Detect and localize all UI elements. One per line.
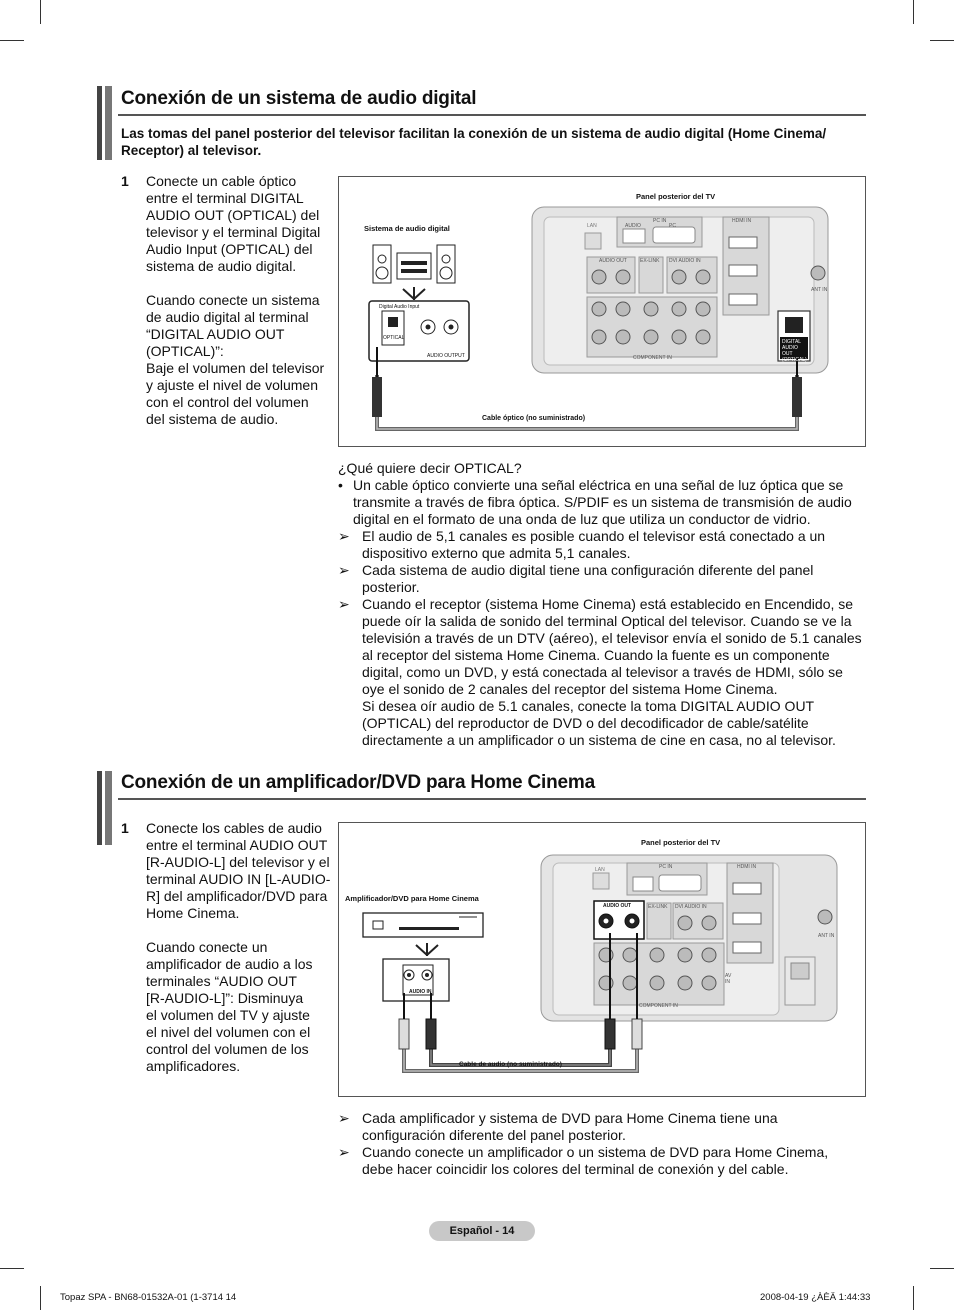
section-rule (118, 798, 866, 800)
crop-mark (0, 1268, 24, 1269)
device-label: Amplificador/DVD para Home Cinema (345, 894, 479, 903)
panel-label: Panel posterior del TV (641, 838, 721, 847)
bullet-item (338, 477, 868, 528)
note-text: Cuando conecte un amplificador o un sistema de DVD para Home Cinema, debe hacer coincidir los colores del terminal de conexión y del cable. (362, 1144, 829, 1177)
note-item (338, 1110, 863, 1144)
arrow-icon: ➢ (338, 562, 350, 578)
device-label: Sistema de audio digital (364, 224, 450, 233)
crop-mark (40, 0, 41, 24)
cable-label: Cable de audio (no suministrado) (459, 1061, 562, 1068)
lan-label: LAN (595, 867, 605, 873)
device-port-sub: OPTICAL (383, 335, 405, 341)
note-text: El audio de 5,1 canales es posible cuando el televisor está conectado a un dispositivo externo que admita 5,1 canales. (362, 528, 826, 561)
footer-right-info: 2008-04-19 ¿ÀÈÄ 1:44:33 (760, 1292, 871, 1303)
audio-label: AUDIO (625, 223, 641, 229)
note-item (338, 562, 868, 596)
footer-left-info: Topaz SPA - BN68-01532A-01 (1-3714 14 (60, 1292, 237, 1303)
crop-mark (913, 0, 914, 24)
bullet-icon: • (338, 477, 343, 493)
audio-out-label: AUDIO OUT (599, 258, 627, 264)
ant-in-label: ANT IN (811, 287, 828, 293)
section-intro: Las tomas del panel posterior del televisor facilitan la conexión de un sistema de audio digital (Home Cinema/ Receptor) al televisor. (121, 126, 827, 158)
audio-in-label: AUDIO IN (409, 989, 432, 995)
audio-out-label: AUDIO OUT (603, 903, 632, 909)
section-marker (97, 86, 102, 160)
crop-mark (913, 1286, 914, 1310)
step-text: Conecte los cables de audio entre el terminal AUDIO OUT [R-AUDIO-L] del televisor y el terminal AUDIO IN [L-AUDIO- R] del amplificador/DVD para Home Cinema. Cuando conecte un amplificador de audio a los terminales “AUDIO OUT [R-AUDIO-L]”: Disminuya el volumen del TV y ajuste el nivel del volumen con el control del volumen de los amplificadores. (146, 820, 331, 1074)
ex-link-label: EX-LINK (648, 904, 668, 910)
notes-block (338, 460, 868, 749)
note-item (338, 596, 868, 749)
note-item (338, 1144, 863, 1178)
dvi-label: DVI AUDIO IN (675, 904, 707, 910)
pc-label: PC (669, 223, 676, 229)
arrow-icon: ➢ (338, 1144, 350, 1160)
pc-in-label: PC IN (653, 218, 667, 224)
diagram-drawing (339, 823, 865, 1096)
component-label: COMPONENT IN (633, 355, 672, 361)
section-marker (105, 86, 112, 160)
arrow-icon: ➢ (338, 528, 350, 544)
panel-label: Panel posterior del TV (636, 192, 716, 201)
section-title: Conexión de un amplificador/DVD para Home Cinema (121, 772, 595, 793)
connection-diagram (338, 176, 866, 447)
dvi-label: DVI AUDIO IN (669, 258, 701, 264)
crop-mark (930, 1268, 954, 1269)
page-number-badge: Español - 14 (429, 1221, 535, 1241)
note-text: Cada amplificador y sistema de DVD para Home Cinema tiene una configuración diferente del panel posterior. (362, 1110, 778, 1143)
notes-heading: ¿Qué quiere decir OPTICAL? (338, 460, 522, 476)
connection-diagram (338, 822, 866, 1097)
section-rule (118, 114, 866, 116)
crop-mark (0, 40, 24, 41)
optical-port-label: DIGITAL AUDIO OUT (OPTICAL) (782, 339, 807, 363)
lan-label: LAN (587, 223, 597, 229)
crop-mark (930, 40, 954, 41)
step-number: 1 (121, 820, 129, 836)
cable-label: Cable óptico (no suministrado) (482, 415, 586, 422)
note-item (338, 528, 868, 562)
step-number: 1 (121, 173, 129, 189)
hdmi-in-label: HDMI IN (732, 218, 752, 224)
pc-in-label: PC IN (659, 864, 673, 870)
crop-mark (40, 1286, 41, 1310)
arrow-icon: ➢ (338, 1110, 350, 1126)
ex-link-label: EX-LINK (640, 258, 660, 264)
arrow-icon: ➢ (338, 596, 350, 612)
av-in-label: AV IN (725, 973, 732, 985)
device-port-label: Digital Audio Input (379, 304, 420, 310)
bullet-text: Un cable óptico convierte una señal eléctrica en una señal de luz óptica que se transmite a través de fibra óptica. S/PDIF es un sistema de transmisión de audio digital en el formato de una onda de luz que utiliza un conductor de vidrio. (353, 477, 852, 527)
ant-in-label: ANT IN (818, 933, 835, 939)
note-text: Cada sistema de audio digital tiene una configuración diferente del panel posterior. (362, 562, 814, 595)
component-label: COMPONENT IN (639, 1003, 678, 1009)
hdmi-in-label: HDMI IN (737, 864, 757, 870)
note-text: Cuando el receptor (sistema Home Cinema) está establecido en Encendido, se puede oír la salida de sonido del terminal Optical del televisor. Cuando se ve la televisión a través de un DTV (aéreo), el televisor envía el sonido de 5.1 canales al receptor del sistema Home Cinema. Cuando la fuente es un componente digital, como un DVD, y está conectada al televisor a través de HDMI, sólo se oye el sonido de 2 canales del receptor del sistema Home Cinema. Si desea oír audio de 5.1 canales, conecte la toma DIGITAL AUDIO OUT (OPTICAL) del reproductor de DVD o del decodificador de cable/satélite directamente a un amplificador o un sistema de cine en casa, no al televisor. (362, 596, 862, 748)
notes-block (338, 1110, 863, 1178)
step-text: Conecte un cable óptico entre el terminal DIGITAL AUDIO OUT (OPTICAL) del televisor y el terminal Digital Audio Input (OPTICAL) del sistema de audio digital. Cuando conecte un sistema de audio digital al terminal “DIGITAL AUDIO OUT (OPTICAL)”: Baje el volumen del televisor y ajuste el nivel de volumen con el control del volumen del sistema de audio. (146, 173, 325, 427)
diagram-drawing (339, 177, 865, 446)
section-marker (97, 771, 102, 845)
section-marker (105, 771, 112, 845)
device-audio-label: AUDIO OUTPUT (427, 353, 465, 359)
section-title: Conexión de un sistema de audio digital (121, 88, 477, 109)
